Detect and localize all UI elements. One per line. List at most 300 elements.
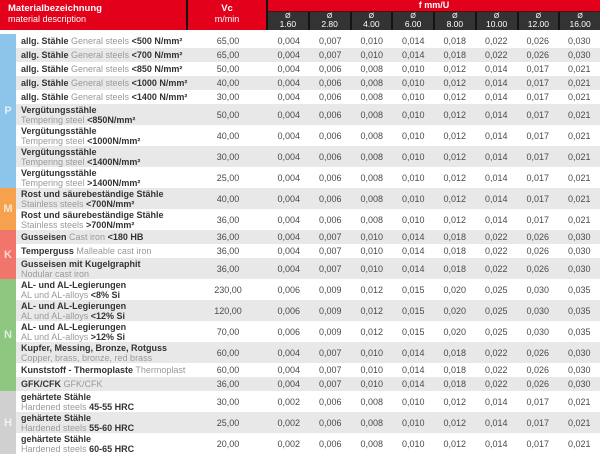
diameter-header-cell [310, 12, 350, 30]
feed-value: 0,014 [401, 246, 425, 256]
material-name-bold: Gusseisen mit Kugelgraphit [21, 258, 141, 269]
vc-value: 25,00 [216, 172, 240, 183]
feed-value: 0,017 [526, 438, 550, 449]
material-name-translation: General steels [71, 50, 130, 60]
vc-value: 65,00 [216, 36, 240, 46]
table-row [16, 321, 600, 342]
feed-value: 0,014 [484, 64, 508, 74]
table-row [16, 230, 600, 244]
material-line-1 [21, 105, 188, 115]
feed-value: 0,018 [443, 50, 467, 60]
feed-value: 0,014 [401, 50, 425, 60]
feed-value: 0,014 [401, 263, 425, 274]
table-row [16, 412, 600, 433]
feed-value: 0,010 [401, 64, 425, 74]
material-line-2 [21, 178, 188, 188]
feed-value: 0,004 [277, 50, 301, 60]
feed-value: 0,014 [484, 92, 508, 102]
material-line-2 [21, 311, 188, 321]
material-line-1 [21, 78, 188, 88]
material-name-bold: <12% Si [90, 310, 126, 321]
feed-header-label: f mm/U [268, 0, 600, 11]
material-cell [16, 168, 188, 188]
feed-value: 0,008 [360, 130, 384, 141]
vc-value: 30,00 [216, 396, 240, 407]
feed-value: 0,008 [360, 109, 384, 120]
feed-value: 0,007 [318, 232, 342, 242]
feed-values [268, 215, 600, 225]
feed-values [268, 131, 600, 141]
diameter-header-cell [435, 12, 475, 30]
feed-value: 0,010 [401, 438, 425, 449]
feed-value: 0,004 [277, 64, 301, 74]
feed-value: 0,018 [443, 365, 467, 375]
material-cell [16, 50, 188, 60]
feed-value: 0,010 [360, 263, 384, 274]
feed-value: 0,008 [360, 172, 384, 183]
material-name-bold: allg. Stähle [21, 92, 69, 102]
table-row [16, 167, 600, 188]
vc-value: 65,00 [216, 50, 240, 60]
feed-value: 0,002 [277, 417, 301, 428]
material-name-translation: Stainless steels [21, 198, 84, 209]
feed-value: 0,018 [443, 36, 467, 46]
feed-value: 0,010 [360, 246, 384, 256]
material-line-1 [21, 301, 188, 311]
feed-value: 0,014 [401, 36, 425, 46]
feed-value: 0,007 [318, 263, 342, 274]
feed-value: 0,006 [318, 172, 342, 183]
feed-value: 0,022 [484, 365, 508, 375]
feed-value: 0,030 [567, 379, 591, 389]
table-rows [16, 34, 600, 454]
feed-value: 0,017 [526, 214, 550, 225]
feed-value: 0,008 [360, 151, 384, 162]
material-name-bold: >1400N/mm² [87, 177, 141, 188]
feed-values [268, 36, 600, 46]
material-name-translation: Nodular cast iron [21, 268, 90, 279]
material-line-1 [21, 392, 188, 402]
feed-value: 0,008 [360, 438, 384, 449]
feed-value: 0,026 [526, 246, 550, 256]
feed-value: 0,007 [318, 50, 342, 60]
feed-value: 0,026 [526, 379, 550, 389]
material-line-1 [21, 280, 188, 290]
feed-value: 0,008 [360, 78, 384, 88]
vc-header-unit: m/min [214, 14, 240, 24]
material-line-2 [21, 220, 188, 230]
feed-value: 0,022 [484, 379, 508, 389]
table-row [16, 300, 600, 321]
feed-value: 0,009 [318, 326, 342, 337]
feed-value: 0,020 [443, 305, 467, 316]
material-name-bold: Vergütungsstähle [21, 104, 97, 115]
material-cell [16, 322, 188, 342]
table-row [16, 104, 600, 125]
feed-values [268, 110, 600, 120]
feed-values [268, 232, 600, 242]
feed-value: 0,004 [277, 109, 301, 120]
feed-value: 0,012 [443, 78, 467, 88]
material-name-bold: <700 N/mm² [131, 50, 183, 60]
feed-value: 0,004 [277, 232, 301, 242]
feed-value: 0,010 [401, 92, 425, 102]
table-row [16, 34, 600, 48]
material-name-bold: >700N/mm² [86, 219, 135, 230]
vc-value: 40,00 [216, 193, 240, 204]
feed-values [268, 173, 600, 183]
vc-value: 230,00 [214, 284, 242, 295]
feed-values [268, 348, 600, 358]
diameter-value: 16.00 [569, 19, 591, 29]
feed-value: 0,035 [567, 326, 591, 337]
feed-value: 0,008 [360, 417, 384, 428]
feed-value: 0,015 [401, 284, 425, 295]
feed-value: 0,010 [360, 36, 384, 46]
material-cell [16, 343, 188, 363]
material-name-bold: gehärtete Stähle [21, 412, 92, 423]
feed-value: 0,021 [567, 151, 591, 162]
material-cell [16, 78, 188, 88]
feed-value: 0,007 [318, 347, 342, 358]
feed-value: 0,014 [484, 396, 508, 407]
material-name-bold: <500 N/mm² [131, 36, 183, 46]
feed-value: 0,025 [484, 284, 508, 295]
feed-values [268, 78, 600, 88]
feed-value: 0,009 [318, 305, 342, 316]
material-name-bold: <8% Si [90, 289, 121, 300]
material-cell [16, 147, 188, 167]
table-row [16, 433, 600, 454]
material-name-bold: <1400 N/mm² [131, 92, 188, 102]
material-header-label-en: material description [8, 14, 87, 24]
material-name-translation: General steels [71, 92, 130, 102]
vc-header-cell [188, 0, 266, 30]
vc-value: 36,00 [216, 379, 240, 389]
table-row [16, 209, 600, 230]
material-line-1 [21, 126, 188, 136]
material-line-1 [21, 189, 188, 199]
diameter-header-cell [560, 12, 600, 30]
material-line-2 [21, 423, 188, 433]
feed-value: 0,025 [484, 326, 508, 337]
material-name-translation: Cast iron [69, 232, 106, 242]
feed-value: 0,008 [360, 193, 384, 204]
material-name-translation: Tempering steel [21, 177, 85, 188]
vc-value: 30,00 [216, 92, 240, 102]
material-header-label: Materialbezeichnung [8, 3, 102, 14]
feed-value: 0,006 [318, 64, 342, 74]
material-name-bold: Rost und säurebeständige Stähle [21, 209, 164, 220]
table-row [16, 62, 600, 76]
feed-value: 0,010 [401, 396, 425, 407]
diameter-symbol: Ø [577, 13, 583, 20]
feed-value: 0,035 [567, 305, 591, 316]
material-name-bold: GFK/CFK [21, 379, 61, 389]
material-name-translation: Malleable cast iron [76, 246, 152, 256]
feed-values [268, 50, 600, 60]
material-name-translation: Tempering steel [21, 135, 85, 146]
feed-value: 0,008 [360, 396, 384, 407]
feed-value: 0,012 [443, 151, 467, 162]
material-cell [16, 232, 188, 242]
feed-value: 0,004 [277, 193, 301, 204]
feed-value: 0,012 [360, 305, 384, 316]
feed-value: 0,026 [526, 365, 550, 375]
feed-value: 0,021 [567, 130, 591, 141]
feed-value: 0,012 [443, 193, 467, 204]
feed-value: 0,026 [526, 36, 550, 46]
feed-value: 0,010 [360, 379, 384, 389]
material-name-bold: >12% Si [90, 331, 126, 342]
feed-value: 0,030 [567, 365, 591, 375]
material-name-translation: GFK/CFK [63, 379, 103, 389]
feed-value: 0,030 [567, 50, 591, 60]
feed-value: 0,012 [443, 64, 467, 74]
feed-value: 0,010 [401, 109, 425, 120]
table-row [16, 188, 600, 209]
material-line-1 [21, 92, 188, 102]
feed-value: 0,017 [526, 151, 550, 162]
diameter-symbol: Ø [452, 13, 458, 20]
material-line-1 [21, 434, 188, 444]
table-row [16, 279, 600, 300]
feed-value: 0,018 [443, 246, 467, 256]
feed-value: 0,007 [318, 379, 342, 389]
material-line-2 [21, 157, 188, 167]
feed-value: 0,030 [526, 305, 550, 316]
material-line-1 [21, 36, 188, 46]
feed-values [268, 246, 600, 256]
diameter-header-cell [268, 12, 308, 30]
material-name-bold: <850 N/mm² [131, 64, 183, 74]
material-group-p: P [0, 34, 16, 188]
feed-value: 0,010 [401, 214, 425, 225]
material-line-2 [21, 353, 188, 363]
material-name-bold: <850N/mm² [87, 114, 136, 125]
vc-value: 36,00 [216, 246, 240, 256]
material-name-bold: allg. Stähle [21, 64, 69, 74]
material-name-bold: <700N/mm² [86, 198, 135, 209]
material-line-2 [21, 444, 188, 454]
feed-value: 0,012 [443, 172, 467, 183]
material-name-translation: AL und AL-alloys [21, 331, 89, 342]
feed-value: 0,017 [526, 78, 550, 88]
table-body [0, 34, 600, 454]
feed-value: 0,008 [360, 214, 384, 225]
diameter-symbol: Ø [368, 13, 375, 20]
feed-value: 0,010 [401, 172, 425, 183]
diameter-header-row [268, 11, 600, 30]
material-name-translation: Hardened steels [21, 422, 87, 433]
vc-value: 20,00 [216, 438, 240, 449]
table-row [16, 377, 600, 391]
table-row [16, 146, 600, 167]
feed-value: 0,004 [277, 36, 301, 46]
feed-values [268, 152, 600, 162]
feed-value: 0,004 [277, 92, 301, 102]
material-name-bold: Vergütungsstähle [21, 167, 97, 178]
material-header-cell [0, 0, 186, 30]
material-name-bold: AL- und AL-Legierungen [21, 300, 127, 311]
feed-value: 0,007 [318, 365, 342, 375]
vc-value: 60,00 [216, 365, 240, 375]
feed-value: 0,007 [318, 246, 342, 256]
material-line-1 [21, 168, 188, 178]
material-line-1 [21, 322, 188, 332]
feed-value: 0,010 [360, 50, 384, 60]
feed-values [268, 306, 600, 316]
material-name-bold: allg. Stähle [21, 78, 69, 88]
feed-value: 0,014 [401, 232, 425, 242]
feed-value: 0,012 [360, 284, 384, 295]
material-name-bold: Kupfer, Messing, Bronze, Rotguss [21, 342, 168, 353]
vc-value: 50,00 [216, 109, 240, 120]
feed-value: 0,022 [484, 36, 508, 46]
feed-value: 0,004 [277, 172, 301, 183]
diameter-header-cell [393, 12, 433, 30]
feed-value: 0,021 [567, 78, 591, 88]
material-group-n: N [0, 279, 16, 391]
feed-value: 0,018 [443, 347, 467, 358]
diameter-symbol: Ø [410, 13, 416, 20]
feed-value: 0,004 [277, 263, 301, 274]
material-name-bold: gehärtete Stähle [21, 433, 92, 444]
material-line-2 [21, 136, 188, 146]
feed-values [268, 264, 600, 274]
vc-value: 120,00 [214, 305, 242, 316]
feed-value: 0,012 [443, 396, 467, 407]
diameter-value: 12.00 [527, 19, 550, 29]
material-cell [16, 210, 188, 230]
material-name-bold: AL- und AL-Legierungen [21, 321, 127, 332]
material-name-bold: allg. Stähle [21, 50, 69, 60]
vc-value: 36,00 [216, 214, 240, 225]
feed-value: 0,025 [484, 305, 508, 316]
feed-value: 0,017 [526, 417, 550, 428]
material-name-bold: 55-60 HRC [89, 422, 135, 433]
material-line-1 [21, 365, 188, 375]
feed-value: 0,012 [443, 92, 467, 102]
feed-value: 0,014 [484, 130, 508, 141]
feed-value: 0,030 [567, 232, 591, 242]
diameter-symbol: Ø [493, 13, 500, 20]
feed-value: 0,035 [567, 284, 591, 295]
material-name-bold: Temperguss [21, 246, 74, 256]
feed-value: 0,017 [526, 130, 550, 141]
vc-header-label: Vc [221, 3, 233, 14]
feed-value: 0,014 [484, 172, 508, 183]
material-line-1 [21, 343, 188, 353]
material-name-bold: gehärtete Stähle [21, 391, 92, 402]
vc-value: 36,00 [216, 232, 240, 242]
feed-value: 0,010 [401, 130, 425, 141]
feed-value: 0,010 [401, 417, 425, 428]
material-cell [16, 92, 188, 102]
feed-value: 0,014 [484, 438, 508, 449]
diameter-value: 6.00 [404, 19, 422, 29]
feed-value: 0,010 [401, 151, 425, 162]
material-cell [16, 246, 188, 256]
diameter-value: 1.60 [279, 19, 297, 29]
feed-value: 0,006 [318, 92, 342, 102]
feed-value: 0,012 [360, 326, 384, 337]
feed-value: 0,015 [401, 326, 425, 337]
feed-value: 0,006 [318, 78, 342, 88]
feed-value: 0,010 [401, 193, 425, 204]
feed-value: 0,006 [318, 193, 342, 204]
feed-value: 0,021 [567, 417, 591, 428]
material-line-1 [21, 64, 188, 74]
feed-value: 0,008 [360, 64, 384, 74]
vc-value: 70,00 [216, 326, 240, 337]
vc-value: 36,00 [216, 263, 240, 274]
material-line-2 [21, 332, 188, 342]
material-name-translation: AL und AL-alloys [21, 289, 89, 300]
diameter-value: 4.00 [363, 19, 380, 29]
table-header [0, 0, 600, 30]
feed-value: 0,017 [526, 193, 550, 204]
feed-value: 0,004 [277, 130, 301, 141]
feed-value: 0,006 [318, 109, 342, 120]
feed-value: 0,018 [443, 379, 467, 389]
feed-value: 0,012 [443, 438, 467, 449]
table-row [16, 90, 600, 104]
feed-value: 0,004 [277, 347, 301, 358]
feed-value: 0,014 [484, 417, 508, 428]
feed-value: 0,015 [401, 305, 425, 316]
material-line-1 [21, 413, 188, 423]
material-group-m: M [0, 188, 16, 230]
diameter-symbol: Ø [326, 13, 333, 20]
vc-value: 25,00 [216, 417, 240, 428]
material-name-translation: General steels [71, 78, 130, 88]
feed-value: 0,012 [443, 214, 467, 225]
feed-value: 0,020 [443, 284, 467, 295]
table-row [16, 258, 600, 279]
material-name-bold: Kunststoff - Thermoplaste [21, 365, 134, 375]
feed-value: 0,030 [526, 284, 550, 295]
material-cell [16, 365, 188, 375]
feed-value: 0,004 [277, 246, 301, 256]
material-name-translation: AL und AL-alloys [21, 310, 89, 321]
material-line-1 [21, 147, 188, 157]
feed-value: 0,026 [526, 50, 550, 60]
feed-value: 0,017 [526, 109, 550, 120]
diameter-symbol: Ø [285, 13, 291, 20]
feed-values [268, 327, 600, 337]
material-name-bold: Gusseisen [21, 232, 67, 242]
material-name-bold: <1000 N/mm² [131, 78, 188, 88]
feed-value: 0,030 [567, 347, 591, 358]
table-row [16, 48, 600, 62]
material-cell [16, 280, 188, 300]
diameter-symbol: Ø [535, 13, 542, 20]
feed-values [268, 418, 600, 428]
feed-value: 0,017 [526, 172, 550, 183]
material-name-bold: 45-55 HRC [89, 401, 135, 412]
feed-value: 0,026 [526, 347, 550, 358]
feed-value: 0,026 [526, 232, 550, 242]
material-cell [16, 259, 188, 279]
feed-value: 0,018 [443, 263, 467, 274]
feed-value: 0,030 [567, 246, 591, 256]
feed-value: 0,002 [277, 396, 301, 407]
feed-values [268, 379, 600, 389]
material-cell [16, 413, 188, 433]
diameter-header-cell [519, 12, 559, 30]
material-line-1 [21, 50, 188, 60]
